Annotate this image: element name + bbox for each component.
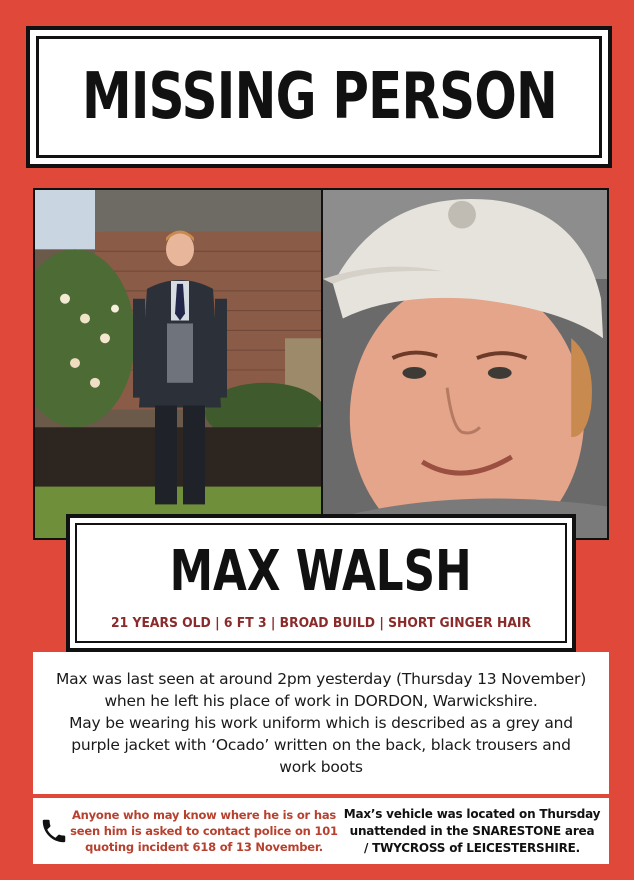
description-line: work boots	[279, 758, 363, 776]
footer-box	[33, 798, 609, 864]
header-box	[26, 26, 612, 168]
name-box	[66, 514, 576, 652]
person-details: 21 YEARS OLD | 6 FT 3 | BROAD BUILD | SHORT GINGER HAIR	[111, 616, 531, 631]
description-line: purple jacket with ‘Ocado’ written on the back, black trousers and	[71, 736, 571, 754]
person-name: MAX WALSH	[169, 539, 473, 604]
contact-info: Anyone who may know where he is or has seen him is asked to contact police on 101 quoting incident 618 of 13 November.	[70, 808, 338, 854]
last-seen-description	[37, 668, 605, 778]
description-line: May be wearing his work uniform which is described as a grey and	[69, 714, 573, 732]
description-line: Max was last seen at around 2pm yesterday (Thursday 13 November)	[55, 670, 587, 688]
vehicle-info: Max’s vehicle was located on Thursday unattended in the SNARESTONE area / TWYCROSS of LEICESTERSHIRE.	[343, 806, 601, 855]
phone-icon	[39, 816, 69, 846]
description-box	[33, 652, 609, 794]
face-photo	[323, 190, 607, 538]
full-length-photo	[35, 190, 323, 538]
page-title: MISSING PERSON	[81, 60, 557, 134]
photos-panel	[33, 188, 609, 540]
description-line: when he left his place of work in DORDON, Warwickshire.	[104, 692, 538, 710]
